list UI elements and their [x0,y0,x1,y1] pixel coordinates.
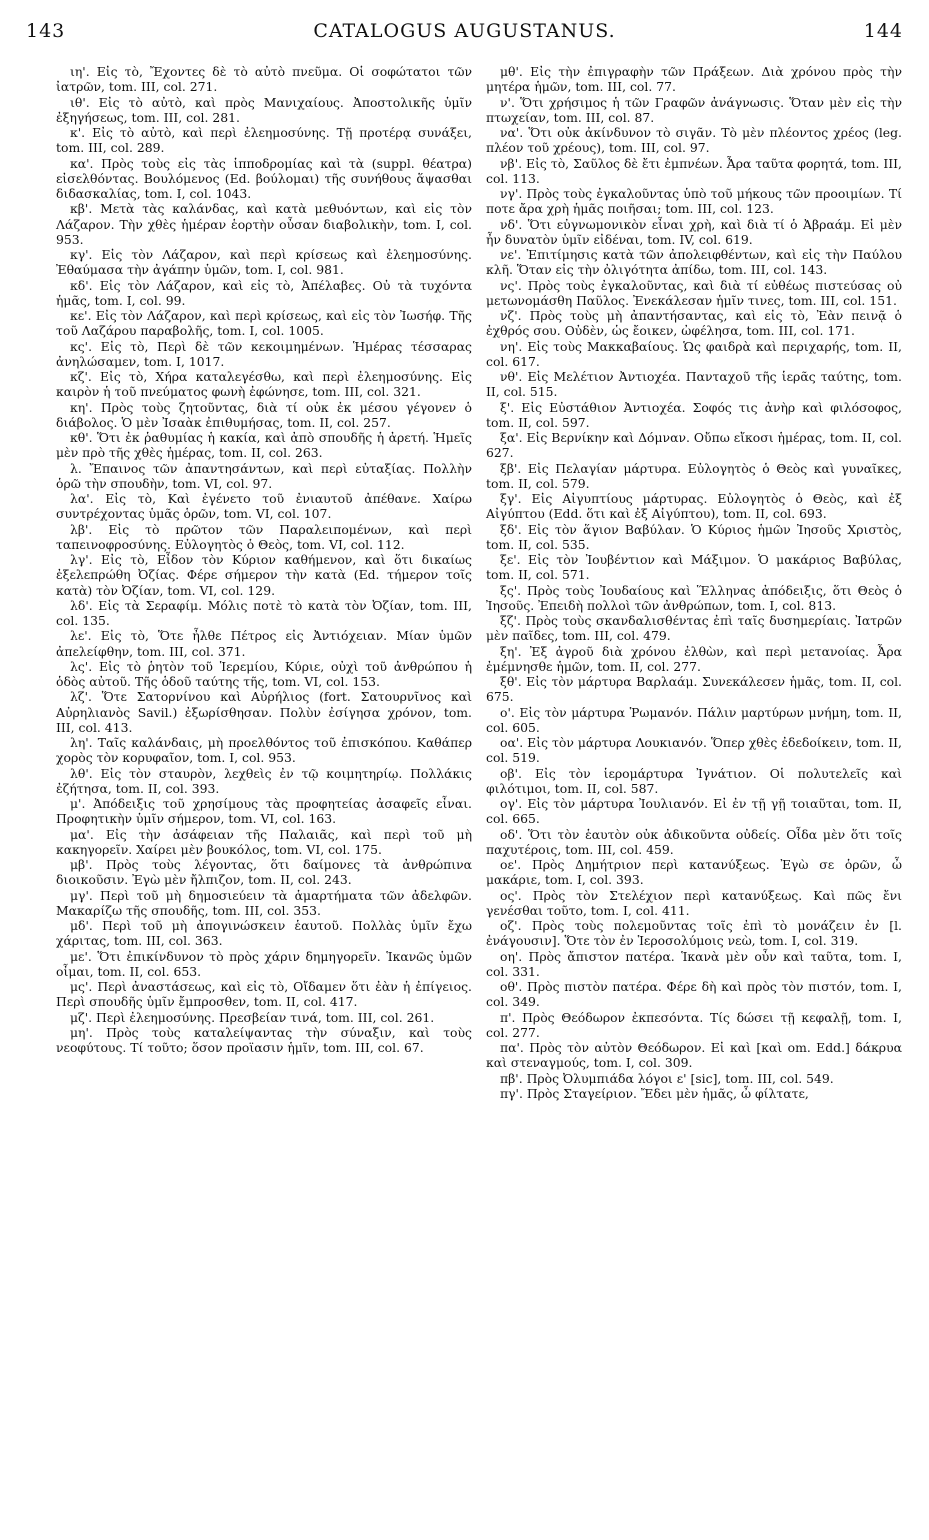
catalog-entry: οζ'. Πρὸς τοὺς πολεμοῦντας τοῖς ἐπὶ τὸ μονάζειν ἐν [l. ἐνάγουσιν]. Ὅτε τὸν ἐν Ἱεροσολύμοις νεὼ, tom. I, col. 319. [486,918,902,949]
catalog-entry: μβ'. Πρὸς τοὺς λέγοντας, ὅτι δαίμονες τὰ ἀνθρώπινα διοικοῦσιν. Ἐγὼ μὲν ἤλπιζον, tom. II, col. 243. [56,857,472,888]
catalog-entry: κ'. Εἰς τὸ αὐτὸ, καὶ περὶ ἐλεημοσύνης. Τῇ προτέρᾳ συνάξει, tom. III, col. 289. [56,125,472,156]
catalog-entry: μδ'. Περὶ τοῦ μὴ ἀπογινώσκειν ἑαυτοῦ. Πολλὰς ὑμῖν ἔχω χάριτας, tom. III, col. 363. [56,918,472,949]
catalog-entry: νθ'. Εἰς Μελέτιον Ἀντιοχέα. Πανταχοῦ τῆς ἱερᾶς ταύτης, tom. II, col. 515. [486,369,902,400]
running-title: CATALOGUS AUGUSTANUS. [313,20,616,42]
catalog-entry: λς'. Εἰς τὸ ῥητὸν τοῦ Ἱερεμίου, Κύριε, οὐχὶ τοῦ ἀνθρώπου ἡ ὁδὸς αὐτοῦ. Τῆς ὁδοῦ ταύτης τῆς, tom. VI, col. 153. [56,658,472,689]
catalog-entry: κδ'. Εἰς τὸν Λάζαρον, καὶ εἰς τὸ, Ἀπέλαβες. Οὐ τὰ τυχόντα ἡμᾶς, tom. I, col. 99. [56,277,472,308]
catalog-entry: μζ'. Περὶ ἐλεημοσύνης. Πρεσβείαν τινά, tom. III, col. 261. [70,1009,435,1025]
catalog-entry: μγ'. Περὶ τοῦ μὴ δημοσιεύειν τὰ ἁμαρτήματα τῶν ἀδελφῶν. Μακαρίζω τῆς σπουδῆς, tom. III, col. 353. [56,887,472,918]
catalog-entry: νς'. Πρὸς τοὺς ἐγκαλοῦντας, καὶ διὰ τί εὐθέως πιστεύσας οὐ μετωνομάσθη Παῦλος. Ἐνεκάλεσαν ἡμῖν τινες, tom. III, col. 151. [486,277,902,308]
left-column [56,64,472,1055]
catalog-entry: κζ'. Εἰς τὸ, Χήρα καταλεγέσθω, καὶ περὶ ἐλεημοσύνης. Εἰς καιρὸν ἡ τοῦ πνεύματος φωνὴ ἐφώνησε, tom. III, col. 321. [56,369,472,400]
catalog-entry: νβ'. Εἰς τὸ, Σαῦλος δὲ ἔτι ἐμπνέων. Ἆρα ταῦτα φορητά, tom. III, col. 113. [486,155,902,186]
catalog-entry: κε'. Εἰς τὸν Λάζαρον, καὶ περὶ κρίσεως, καὶ εἰς τὸν Ἰωσήφ. Τῆς τοῦ Λαζάρου παραβολῆς, tom. I, col. 1005. [56,308,472,339]
catalog-entry: λβ'. Εἰς τὸ πρῶτον τῶν Παραλειπομένων, καὶ περὶ ταπεινοφροσύνης. Εὐλογητὸς ὁ Θεὸς, tom. VI, col. 112. [56,521,472,552]
catalog-entry: ξ'. Εἰς Εὐστάθιον Ἀντιοχέα. Σοφός τις ἀνὴρ καὶ φιλόσοφος, tom. II, col. 597. [486,399,902,430]
catalog-entry: ογ'. Εἰς τὸν μάρτυρα Ἰουλιανόν. Εἰ ἐν τῇ γῇ τοιαῦται, tom. II, col. 665. [486,796,902,827]
catalog-entry: ξγ'. Εἰς Αἰγυπτίους μάρτυρας. Εὐλογητὸς ὁ Θεὸς, καὶ ἐξ Αἰγύπτου (Edd. ὅτι καὶ ἐξ Αἰγύπτου), tom. II, col. 693. [486,491,902,522]
catalog-entry: ξα'. Εἰς Βερνίκην καὶ Δόμναν. Οὔπω εἴκοσι ἡμέρας, tom. II, col. 627. [486,430,902,461]
page-number-right: 144 [863,20,903,42]
catalog-entry: ο'. Εἰς τὸν μάρτυρα Ῥωμανόν. Πάλιν μαρτύρων μνήμη, tom. II, col. 605. [486,704,902,735]
catalog-entry: οη'. Πρὸς ἄπιστον πατέρα. Ἱκανὰ μὲν οὖν καὶ ταῦτα, tom. I, col. 331. [486,948,902,979]
catalog-entry: λγ'. Εἰς τὸ, Εἶδον τὸν Κύριον καθήμενον, καὶ ὅτι δικαίως ἐξελεπρώθη Ὀζίας. Φέρε σήμερον τὴν κατὰ (Ed. τήμερον τοῖς κατὰ) τὸν Ὀζίαν, tom. VI, col. 129. [56,552,472,598]
catalog-entry: να'. Ὅτι οὐκ ἀκίνδυνον τὸ σιγᾶν. Τὸ μὲν πλέοντος χρέος (leg. πλέον τοῦ χρέους), tom. III, col. 97. [486,125,902,156]
page-number-left: 143 [26,20,66,42]
catalog-entry: κη'. Πρὸς τοὺς ζητοῦντας, διὰ τί οὐκ ἐκ μέσου γέγονεν ὁ διάβολος. Ὁ μὲν Ἰσαὰκ ἐπιθυμήσας, tom. II, col. 257. [56,399,472,430]
catalog-entry: κθ'. Ὅτι ἐκ ῥαθυμίας ἡ κακία, καὶ ἀπὸ σπουδῆς ἡ ἀρετή. Ἡμεῖς μὲν πρὸ τῆς χθὲς ἡμέρας, tom. II, col. 263. [56,430,472,461]
catalog-entry: ιθ'. Εἰς τὸ αὐτὸ, καὶ πρὸς Μανιχαίους. Ἀποστολικῆς ὑμῖν ἐξηγήσεως, tom. III, col. 281. [56,94,472,125]
catalog-entry: λθ'. Εἰς τὸν σταυρὸν, λεχθεὶς ἐν τῷ κοιμητηρίῳ. Πολλάκις ἐζήτησα, tom. II, col. 393. [56,765,472,796]
catalog-entry: κγ'. Εἰς τὸν Λάζαρον, καὶ περὶ κρίσεως καὶ ἐλεημοσύνης. Ἐθαύμασα τὴν ἀγάπην ὑμῶν, tom. I, col. 981. [56,247,472,278]
catalog-entry: ξβ'. Εἰς Πελαγίαν μάρτυρα. Εὐλογητὸς ὁ Θεὸς καὶ γυναῖκες, tom. II, col. 579. [486,460,902,491]
catalog-entry: λε'. Εἰς τὸ, Ὅτε ἦλθε Πέτρος εἰς Ἀντιόχειαν. Μίαν ὑμῶν ἀπελείφθην, tom. III, col. 371. [56,628,472,659]
catalog-entry: λα'. Εἰς τὸ, Καὶ ἐγένετο τοῦ ἐνιαυτοῦ ἀπέθανε. Χαίρω συντρέχοντας ὑμᾶς ὁρῶν, tom. VI, col. 107. [56,491,472,522]
catalog-entry: ν'. Ὅτι χρήσιμος ἡ τῶν Γραφῶν ἀνάγνωσις. Ὅταν μὲν εἰς τὴν πτωχείαν, tom. III, col. 87. [486,94,902,125]
catalog-entry: κβ'. Μετὰ τὰς καλάνδας, καὶ κατὰ μεθυόντων, καὶ εἰς τὸν Λάζαρον. Τὴν χθὲς ἡμέραν ἑορτὴν οὖσαν διαβολικὴν, tom. I, col. 953. [56,201,472,247]
page-header [26,20,903,54]
catalog-entry: ιη'. Εἰς τὸ, Ἔχοντες δὲ τὸ αὐτὸ πνεῦμα. Οἱ σοφώτατοι τῶν ἰατρῶν, tom. III, col. 271. [56,64,472,95]
catalog-entry: ξθ'. Εἰς τὸν μάρτυρα Βαρλαάμ. Συνεκάλεσεν ἡμᾶς, tom. II, col. 675. [486,674,902,705]
catalog-entry: ξς'. Πρὸς τοὺς Ἰουδαίους καὶ Ἕλληνας ἀπόδειξις, ὅτι Θεὸς ὁ Ἰησοῦς. Ἐπειδὴ πολλοὶ τῶν ἀνθρώπων, tom. I, col. 813. [486,582,902,613]
catalog-entry: κα'. Πρὸς τοὺς εἰς τὰς ἱπποδρομίας καὶ τὰ (suppl. θέατρα) εἰσελθόντας. Βουλόμενος (Ed. βούλομαι) τῆς συνήθους ἅψασθαι διδασκαλίας, tom. I, col. 1043. [56,155,472,201]
catalog-entry: οθ'. Πρὸς πιστὸν πατέρα. Φέρε δὴ καὶ πρὸς τὸν πιστόν, tom. I, col. 349. [486,979,902,1010]
catalog-entry: πγ'. Πρὸς Σταγείριον. Ἔδει μὲν ἡμᾶς, ὦ φίλτατε, [500,1085,809,1101]
catalog-entry: μη'. Πρὸς τοὺς καταλείψαντας τὴν σύναξιν, καὶ τοὺς νεοφύτους. Τί τοῦτο; ὅσον προϊασιν ἡμῖν, tom. III, col. 67. [56,1024,472,1055]
catalog-entry: ος'. Πρὸς τὸν Στελέχιον περὶ κατανύξεως. Καὶ πῶς ἔνι γενέσθαι τοῦτο, tom. I, col. 411. [486,887,902,918]
catalog-entry: πα'. Πρὸς τὸν αὐτὸν Θεόδωρον. Εἰ καὶ [καὶ om. Edd.] δάκρυα καὶ στεναγμούς, tom. I, col. 309. [486,1040,902,1071]
catalog-entry: λδ'. Εἰς τὰ Σεραφίμ. Μόλις ποτὲ τὸ κατὰ τὸν Ὀζίαν, tom. III, col. 135. [56,597,472,628]
catalog-entry: μθ'. Εἰς τὴν ἐπιγραφὴν τῶν Πράξεων. Διὰ χρόνου πρὸς τὴν μητέρα ἡμῶν, tom. III, col. 77. [486,64,902,95]
catalog-entry: μα'. Εἰς τὴν ἀσάφειαν τῆς Παλαιᾶς, καὶ περὶ τοῦ μὴ κακηγορεῖν. Χαίρει μὲν βουκόλος, tom. VI, col. 175. [56,826,472,857]
catalog-entry: ξδ'. Εἰς τὸν ἅγιον Βαβύλαν. Ὁ Κύριος ἡμῶν Ἰησοῦς Χριστὸς, tom. II, col. 535. [486,521,902,552]
catalog-entry: ξζ'. Πρὸς τοὺς σκανδαλισθέντας ἐπὶ ταῖς δυσημερίαις. Ἰατρῶν μὲν παῖδες, tom. III, col. 479. [486,613,902,644]
catalog-entry: οδ'. Ὅτι τὸν ἑαυτὸν οὐκ ἀδικοῦντα οὐδείς. Οἶδα μὲν ὅτι τοῖς παχυτέροις, tom. III, col. 459. [486,826,902,857]
catalog-entry: μ'. Ἀπόδειξις τοῦ χρησίμους τὰς προφητείας ἀσαφεῖς εἶναι. Προφητικὴν ὑμῖν σήμερον, tom. VI, col. 163. [56,796,472,827]
catalog-entry: νδ'. Ὅτι εὐγνωμονικὸν εἶναι χρὴ, καὶ διὰ τί ὁ Ἀβραάμ. Εἰ μὲν ἦν δυνατὸν ὑμῖν εἰδέναι, tom. IV, col. 619. [486,216,902,247]
catalog-entry: οα'. Εἰς τὸν μάρτυρα Λουκιανόν. Ὅπερ χθὲς ἐδεδοίκειν, tom. II, col. 519. [486,735,902,766]
catalog-entry: ξε'. Εἰς τὸν Ἰουβέντιον καὶ Μάξιμον. Ὁ μακάριος Βαβύλας, tom. II, col. 571. [486,552,902,583]
catalog-entry: οβ'. Εἰς τὸν ἱερομάρτυρα Ἰγνάτιον. Οἱ πολυτελεῖς καὶ φιλότιμοι, tom. II, col. 587. [486,765,902,796]
catalog-entry: νη'. Εἰς τοὺς Μακκαβαίους. Ὡς φαιδρὰ καὶ περιχαρής, tom. II, col. 617. [486,338,902,369]
right-column [486,64,902,1101]
catalog-entry: κς'. Εἰς τὸ, Περὶ δὲ τῶν κεκοιμημένων. Ἡμέρας τέσσαρας ἀνηλώσαμεν, tom. I, 1017. [56,338,472,369]
catalog-entry: π'. Πρὸς Θεόδωρον ἐκπεσόντα. Τίς δώσει τῇ κεφαλῇ, tom. I, col. 277. [486,1009,902,1040]
catalog-entry: λζ'. Ὅτε Σατορνίνου καὶ Αὐρήλιος (fort. Σατουρνῖνος καὶ Αὐρηλιανὸς Savil.) ἐξωρίσθησαν. Πολὺν ἐσίγησα χρόνον, tom. III, col. 413. [56,689,472,735]
catalog-entry: νζ'. Πρὸς τοὺς μὴ ἀπαντήσαντας, καὶ εἰς τὸ, Ἐὰν πεινᾷ ὁ ἐχθρός σου. Οὐδὲν, ὡς ἔοικεν, ὠφέλησα, tom. III, col. 171. [486,308,902,339]
catalog-entry: πβ'. Πρὸς Ὀλυμπιάδα λόγοι ε' [sic], tom. III, col. 549. [500,1070,834,1086]
catalog-entry: νε'. Ἐπιτίμησις κατὰ τῶν ἀπολειφθέντων, καὶ εἰς τὴν Παύλου κλῆ. Ὅταν εἰς τὴν ὀλιγότητα ἀπίδω, tom. III, col. 143. [486,247,902,278]
catalog-entry: νγ'. Πρὸς τοὺς ἐγκαλοῦντας ὑπὸ τοῦ μήκους τῶν προοιμίων. Τί ποτε ἄρα χρὴ ἡμᾶς ποιῆσαι; tom. III, col. 123. [486,186,902,217]
catalog-entry: οε'. Πρὸς Δημήτριον περὶ κατανύξεως. Ἐγὼ σε ὁρῶν, ὦ μακάριε, tom. I, col. 393. [486,857,902,888]
catalog-entry: με'. Ὅτι ἐπικίνδυνον τὸ πρὸς χάριν δημηγορεῖν. Ἱκανῶς ὑμῶν οἶμαι, tom. II, col. 653. [56,948,472,979]
catalog-entry: ξη'. Ἐξ ἀγροῦ διὰ χρόνου ἐλθὼν, καὶ περὶ μετανοίας. Ἆρα ἐμέμνησθε ἡμῶν, tom. II, col. 277. [486,643,902,674]
catalog-entry: λη'. Ταῖς καλάνδαις, μὴ προελθόντος τοῦ ἐπισκόπου. Καθάπερ χορὸς τὸν κορυφαῖον, tom. I, col. 953. [56,735,472,766]
catalog-entry: μς'. Περὶ ἀναστάσεως, καὶ εἰς τὸ, Οἴδαμεν ὅτι ἐὰν ἡ ἐπίγειος. Περὶ σπουδῆς ὑμῖν ἔμπροσθεν, tom. II, col. 417. [56,979,472,1010]
catalog-entry: λ. Ἔπαινος τῶν ἀπαντησάντων, καὶ περὶ εὐταξίας. Πολλὴν ὁρῶ τὴν σπουδὴν, tom. VI, col. 97. [56,460,472,491]
